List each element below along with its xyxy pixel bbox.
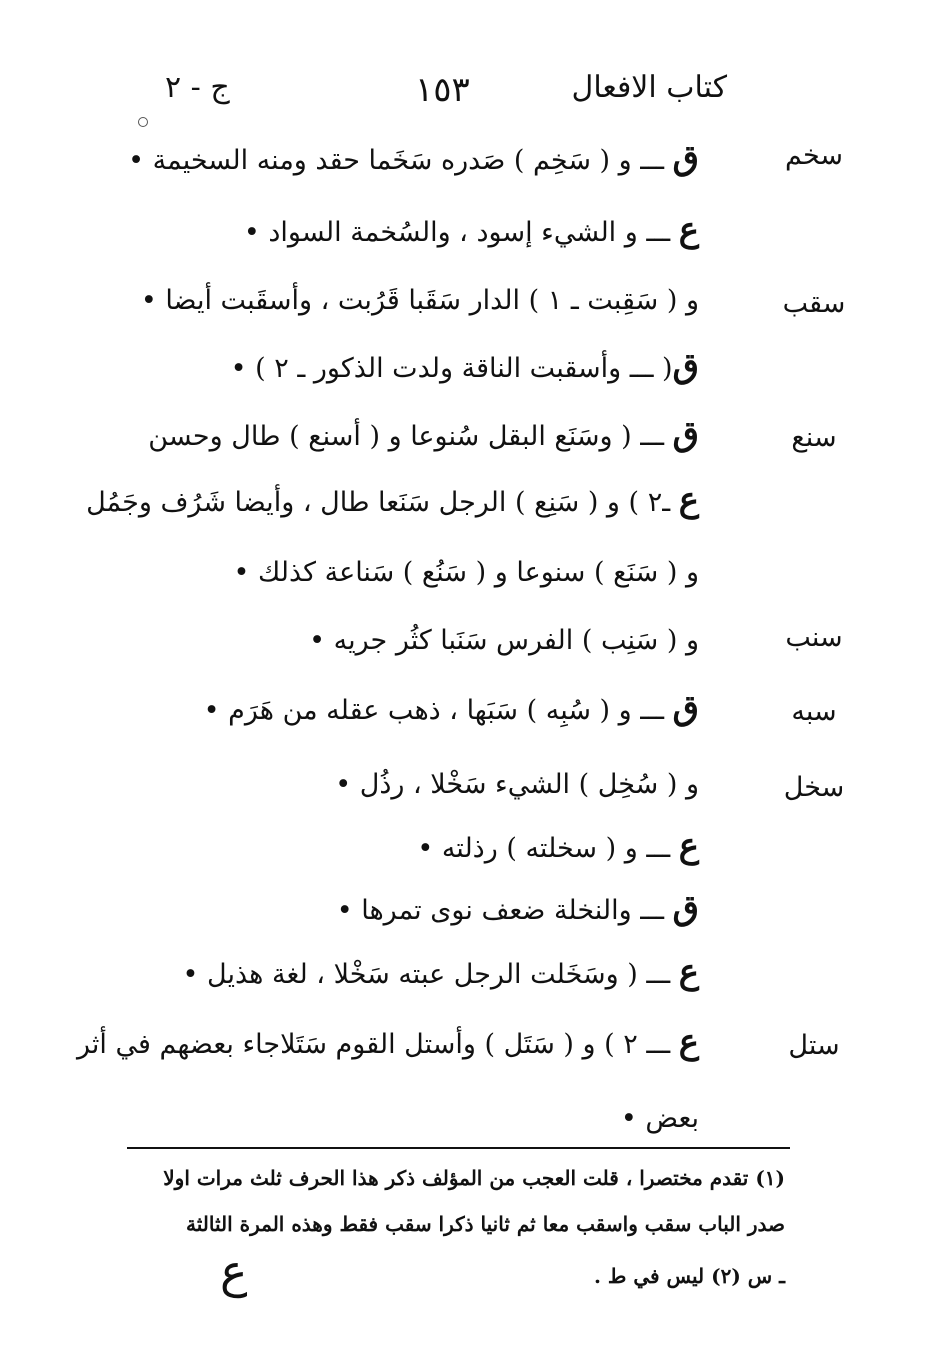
entry-line bbox=[234, 550, 699, 590]
line-text: ـ٢ ) و ( سَنِع ) الرجل سَنَعا طال ، وأيضا شَرُف وجَمُل bbox=[86, 487, 679, 518]
line-text: ـــ و ( سخلته ) رذلته • bbox=[417, 833, 679, 864]
entry-line bbox=[204, 688, 699, 728]
footnote-line: صدر الباب سقب واسقب معا ثم ثانيا ذكرا سقب فقط وهذه المرة الثالثة bbox=[186, 1212, 785, 1236]
source-mark: ق bbox=[672, 414, 699, 454]
source-mark: ع bbox=[678, 210, 699, 250]
entry-line bbox=[337, 888, 699, 928]
entry-line bbox=[128, 138, 699, 178]
entry-line bbox=[335, 762, 699, 802]
line-text: بعض • bbox=[620, 1103, 699, 1134]
headword: سنع bbox=[791, 422, 837, 453]
headword: سقب bbox=[782, 288, 846, 319]
source-mark: ع bbox=[678, 1022, 699, 1062]
source-mark: ع bbox=[678, 480, 699, 520]
entry-line bbox=[183, 952, 699, 992]
signature-mark: ع bbox=[220, 1244, 248, 1298]
entry-line bbox=[417, 826, 699, 866]
entry-line bbox=[86, 480, 699, 520]
source-mark: ق bbox=[672, 138, 699, 178]
line-text: ـــ والنخلة ضعف نوى تمرها • bbox=[336, 895, 673, 926]
headword: ستل bbox=[788, 1030, 840, 1061]
volume-label: ج - ٢ bbox=[165, 70, 230, 105]
source-mark: ع bbox=[678, 952, 699, 992]
entry-line bbox=[231, 346, 699, 386]
entry-line bbox=[244, 210, 699, 250]
source-mark: ق bbox=[672, 688, 699, 728]
headword: سخم bbox=[784, 140, 844, 171]
line-text: و ( سُخِل ) الشيء سَخْلا ، رذُل • bbox=[335, 769, 699, 800]
entry-line bbox=[309, 618, 699, 658]
line-text: ـــ و ( سُبِه ) سَبَها ، ذهب عقله من هَرَم • bbox=[203, 695, 673, 726]
line-text: ـــ ( وسَنَع البقل سُنوعا و ( أسنع ) طال وحسن bbox=[148, 421, 673, 452]
running-title: كتاب الافعال bbox=[571, 70, 727, 105]
line-text: ـــ ( وسَخَلت الرجل عبته سَخْلا ، لغة هذيل • bbox=[182, 959, 679, 990]
entry-line bbox=[148, 414, 699, 454]
line-text: ـــ و ( سَخِم ) صَدره سَخَما حقد ومنه السخيمة • bbox=[128, 145, 673, 176]
entry-line bbox=[621, 1096, 699, 1136]
entry-line bbox=[77, 1022, 699, 1062]
paper-speck bbox=[138, 117, 148, 127]
line-text: و ( سَنَع ) سنوعا و ( سَنُع ) سَناعة كذلك • bbox=[233, 557, 699, 588]
headword: سبه bbox=[791, 696, 837, 727]
source-mark: ق bbox=[672, 888, 699, 928]
line-text: و ( سَنِب ) الفرس سَنَبا كثُر جريه • bbox=[309, 625, 699, 656]
line-text: ( ـــ وأسقبت الناقة ولدت الذكور ـ ٢ ) • bbox=[230, 353, 673, 384]
headword: سخل bbox=[783, 772, 845, 803]
source-mark: ع bbox=[678, 826, 699, 866]
line-text: و ( سَقِبت ـ ١ ) الدار سَقَبا قَرُبت ، وأسقَبت أيضا • bbox=[140, 285, 699, 316]
line-text: ـــ و الشيء إسود ، والسُخمة السواد • bbox=[243, 217, 679, 248]
source-mark: ق bbox=[672, 346, 699, 386]
line-text: ـــ ٢ ) و ( سَتَل ) وأستل القوم سَتَلاجاء بعضهم في أثر bbox=[77, 1029, 679, 1060]
page-number: ١٥٣ bbox=[415, 70, 470, 110]
footnote-line: ـ س (٢) ليس في ط . bbox=[593, 1264, 785, 1288]
footnote-rule bbox=[127, 1147, 790, 1149]
headword: سنب bbox=[785, 622, 843, 653]
entry-line bbox=[141, 278, 699, 318]
footnote-line: (١) تقدم مختصرا ، قلت العجب من المؤلف ذكر هذا الحرف ثلث مرات اولا bbox=[163, 1166, 785, 1190]
